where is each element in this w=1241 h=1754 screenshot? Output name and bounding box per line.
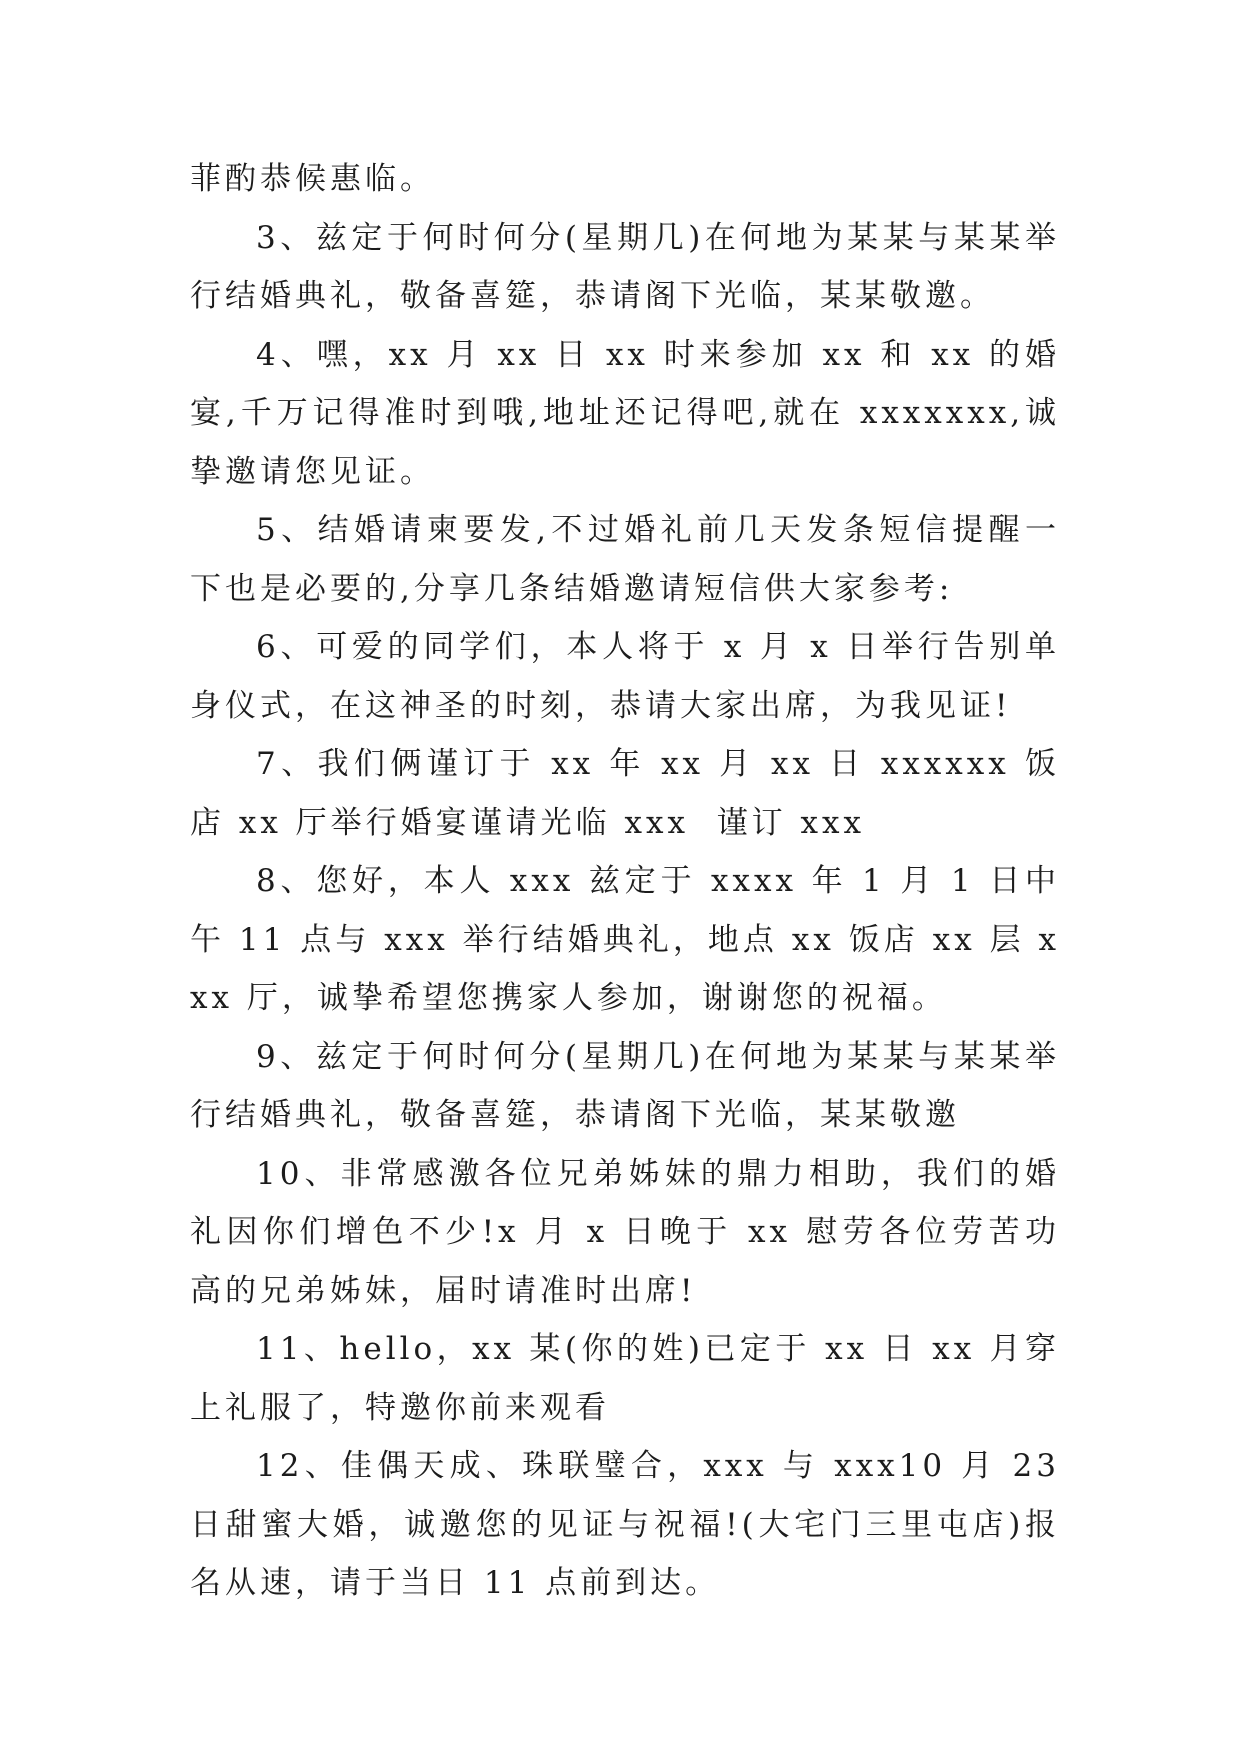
paragraph-item-8: 8、您好，本人 xxx 兹定于 xxxx 年 1 月 1 日中午 11 点与 xxx 举行结婚典礼，地点 xx 饭店 xx 层 xxx 厅，诚挚希望您携家人参加，谢谢您的祝福。 — [190, 863, 1060, 1016]
paragraph-item-3: 3、兹定于何时何分(星期几)在何地为某某与某某举行结婚典礼，敬备喜筵，恭请阁下光临，某某敬邀。 — [190, 219, 1060, 314]
paragraph-continuation: 菲酌恭候惠临。 — [190, 161, 435, 197]
paragraph-item-5: 5、结婚请柬要发,不过婚礼前几天发条短信提醒一下也是必要的,分享几条结婚邀请短信供大家参考: — [190, 512, 1060, 607]
paragraph-item-6: 6、可爱的同学们，本人将于 x 月 x 日举行告别单身仪式，在这神圣的时刻，恭请大家出席，为我见证! — [190, 629, 1060, 724]
paragraph-item-10: 10、非常感激各位兄弟姊妹的鼎力相助，我们的婚礼因你们增色不少!x 月 x 日晚于 xx 慰劳各位劳苦功高的兄弟姊妹，届时请准时出席! — [190, 1155, 1060, 1309]
paragraph-item-9: 9、兹定于何时何分(星期几)在何地为某某与某某举行结婚典礼，敬备喜筵，恭请阁下光临，某某敬邀 — [190, 1038, 1060, 1133]
paragraph-item-12: 12、佳偶天成、珠联璧合，xxx 与 xxx10 月 23 日甜蜜大婚，诚邀您的见证与祝福!(大宅门三里屯店)报名从速，请于当日 11 点前到达。 — [190, 1448, 1060, 1601]
paragraph-item-4: 4、嘿，xx 月 xx 日 xx 时来参加 xx 和 xx 的婚宴,千万记得准时到哦,地址还记得吧,就在 xxxxxxx,诚挚邀请您见证。 — [190, 336, 1060, 490]
paragraph-item-11: 11、hello，xx 某(你的姓)已定于 xx 日 xx 月穿上礼服了，特邀你前来观看 — [190, 1331, 1060, 1426]
paragraph-item-7: 7、我们俩谨订于 xx 年 xx 月 xx 日 xxxxxx 饭店 xx 厅举行婚宴谨请光临 xxx 谨订 xxx — [190, 746, 1060, 841]
document-body — [190, 150, 1060, 1613]
